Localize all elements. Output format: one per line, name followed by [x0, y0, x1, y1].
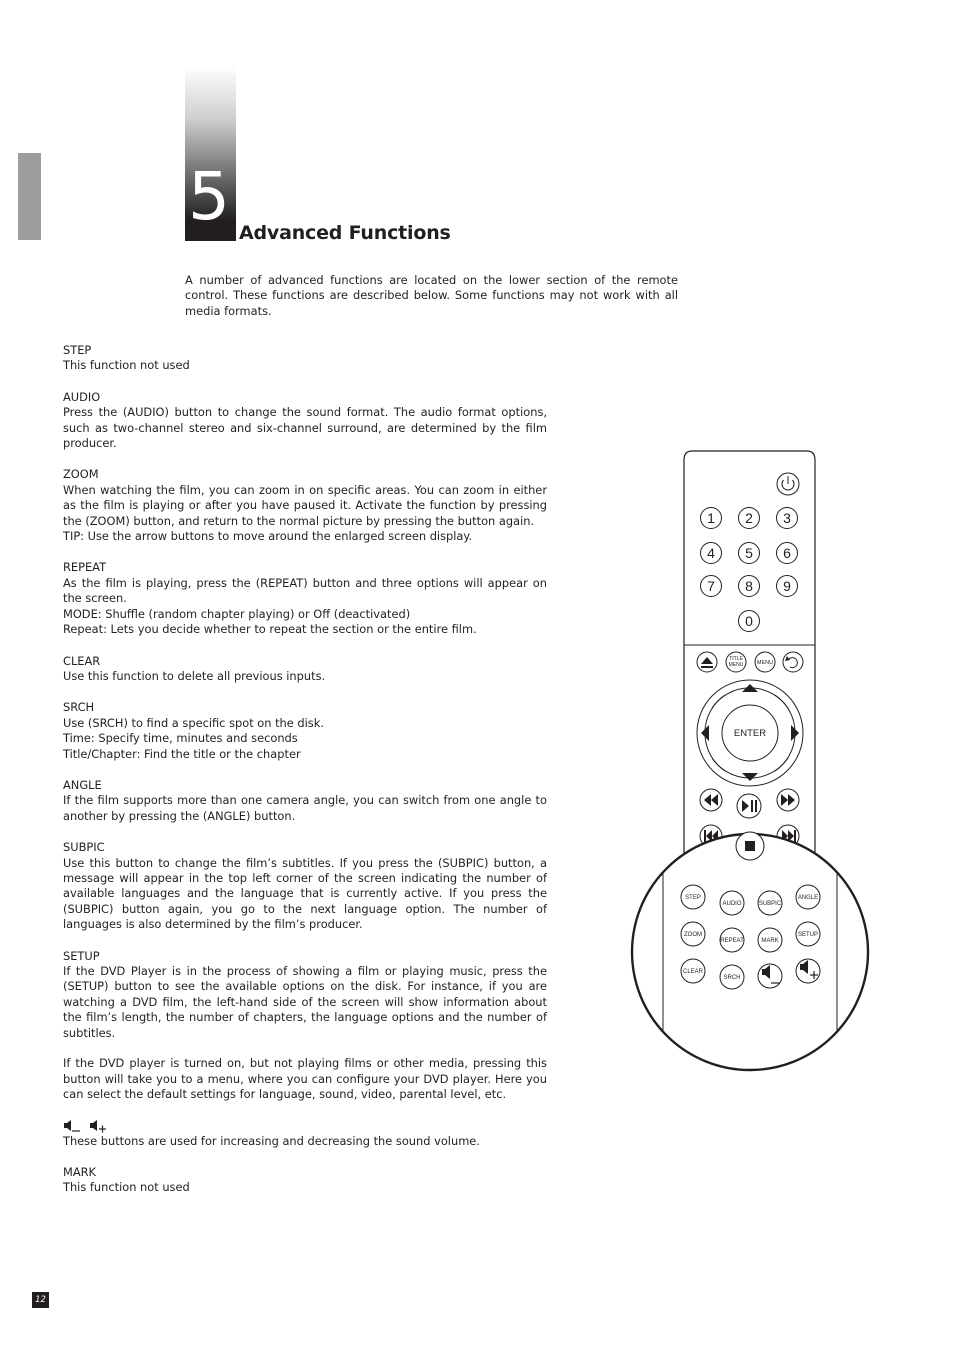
- section-setup: [63, 949, 547, 1103]
- section-heading: STEP: [63, 343, 92, 357]
- section-text: This function not used: [63, 358, 190, 373]
- function-descriptions: [63, 343, 547, 1212]
- volume-up-button: [796, 959, 820, 983]
- number-key-0: [739, 611, 760, 632]
- section-heading: REPEAT: [63, 560, 107, 575]
- volume-down-button: [758, 964, 782, 988]
- section-text: Time: Specify time, minutes and seconds: [63, 731, 298, 746]
- section-audio: [63, 390, 547, 452]
- function-key-label: SUBPIC: [758, 901, 782, 908]
- section-repeat: [63, 560, 547, 637]
- function-key-label: ANGLE: [797, 895, 819, 902]
- function-key-label: STEP: [685, 895, 701, 902]
- number-key-2: [739, 508, 760, 529]
- section-text: Title/Chapter: Find the title or the chapter: [63, 746, 301, 761]
- function-key-label: CLEAR: [682, 969, 704, 976]
- function-key-label: SETUP: [797, 932, 819, 939]
- stop-icon: [736, 832, 764, 860]
- number-key-3: [777, 508, 798, 529]
- setup-button: [796, 922, 820, 946]
- section-heading: ANGLE: [63, 777, 102, 792]
- section-heading: ZOOM: [63, 467, 99, 482]
- title-menu-button: [726, 652, 746, 672]
- power-icon: [777, 473, 799, 495]
- section-heading: SRCH: [63, 700, 95, 715]
- number-key-9: [777, 576, 798, 597]
- number-key-label: 0: [745, 613, 753, 629]
- section-text: Use this button to change the film’s subtitles. If you press the (SUBPIC) button, a message will appear in the top left corner of the screen indicating the number of available languages and the language that is currently active. If you press the (SUBPIC) button again, you go to the next language option. The number of languages is also determined by the film’s producer.: [63, 855, 547, 932]
- volume-up-icon: [89, 1119, 107, 1133]
- rewind-icon: [700, 789, 722, 811]
- title-menu-label-1: TITLE: [729, 656, 743, 662]
- section-heading: MARK: [63, 1165, 97, 1180]
- number-key-7: [701, 576, 722, 597]
- section-subpic: [63, 840, 547, 932]
- mark-button: [758, 928, 782, 952]
- number-key-label: 5: [745, 545, 753, 561]
- number-key-4: [701, 543, 722, 564]
- section-text: As the film is playing, press the (REPEAT) button and three options will appear on the screen.: [63, 575, 547, 606]
- section-step: [63, 343, 547, 374]
- clear-button: [681, 959, 705, 983]
- fast-forward-icon: [777, 789, 799, 811]
- function-key-label: REPEAT: [720, 938, 744, 945]
- menu-button: [755, 652, 775, 672]
- number-key-label: 6: [783, 545, 791, 561]
- angle-button: [796, 885, 820, 909]
- section-text: If the DVD player is turned on, but not playing films or other media, pressing this button will take you to a menu, where you can configure your DVD player. Here you can select the default settings for language, sound, video, parental level, etc.: [63, 1056, 547, 1102]
- number-key-label: 3: [783, 510, 791, 526]
- section-text: TIP: Use the arrow buttons to move around the enlarged screen display.: [63, 529, 473, 544]
- page-number: 12: [32, 1292, 49, 1308]
- navigation-pad: [697, 680, 803, 786]
- function-key-label: AUDIO: [722, 901, 742, 908]
- intro-text: A number of advanced functions are located on the lower section of the remote control. These functions are described below. Some functions may not work with all media formats.: [185, 273, 678, 318]
- remote-control-illustration: [628, 448, 872, 1073]
- play-pause-icon: [737, 794, 761, 818]
- section-text: These buttons are used for increasing and decreasing the sound volume.: [63, 1133, 480, 1148]
- section-heading: SUBPIC: [63, 840, 105, 855]
- zoom-button: [681, 922, 705, 946]
- number-key-label: 2: [745, 510, 753, 526]
- number-key-label: 7: [707, 578, 715, 594]
- number-key-label: 4: [707, 545, 715, 561]
- number-key-label: 8: [745, 578, 753, 594]
- side-tab-bar: [18, 153, 41, 240]
- srch-button: [720, 965, 744, 989]
- section-text: This function not used: [63, 1180, 190, 1195]
- section-text: If the film supports more than one camera angle, you can switch from one angle to another by pressing the (ANGLE) button.: [63, 793, 547, 823]
- section-volume: [63, 1119, 547, 1149]
- audio-button: [720, 891, 744, 915]
- repeat-button: [720, 928, 744, 952]
- section-text: [63, 1041, 547, 1056]
- section-text: When watching the film, you can zoom in on specific areas. You can zoom in either as the film is playing or after you have paused it. Activate the function by pressing the (ZOOM) button, and return to the normal picture by pressing the button again.: [63, 482, 547, 528]
- section-angle: [63, 778, 547, 824]
- number-key-5: [739, 543, 760, 564]
- function-key-label: SRCH: [723, 975, 741, 982]
- section-srch: [63, 700, 547, 762]
- number-key-label: 1: [707, 510, 715, 526]
- section-text: Use (SRCH) to find a specific spot on the disk.: [63, 715, 324, 730]
- section-text: MODE: Shuffle (random chapter playing) or Off (deactivated): [63, 606, 411, 621]
- section-heading: CLEAR: [63, 653, 101, 668]
- number-key-label: 9: [783, 578, 791, 594]
- section-text: Use this function to delete all previous inputs.: [63, 668, 326, 683]
- volume-heading: [63, 1119, 547, 1134]
- volume-down-icon: [63, 1119, 81, 1133]
- return-icon: [783, 652, 803, 672]
- function-key-label: MARK: [761, 938, 779, 945]
- step-button: [681, 885, 705, 909]
- number-key-8: [739, 576, 760, 597]
- section-text: Repeat: Lets you decide whether to repeat the section or the entire film.: [63, 622, 477, 637]
- eject-icon: [697, 652, 717, 672]
- section-heading: SETUP: [63, 948, 100, 963]
- subpic-button: [758, 891, 782, 915]
- enter-label: ENTER: [733, 728, 767, 739]
- menu-label: MENU: [756, 660, 774, 666]
- section-zoom: [63, 467, 547, 544]
- title-menu-label-2: MENU: [728, 662, 744, 668]
- section-text: If the DVD Player is in the process of showing a film or playing music, press the (SETUP) button to see the available options on the disk. For instance, if you are watching a DVD film, the left-hand side of the screen will show information about the film’s length, the number of chapters, the language options and the number of subtitles.: [63, 964, 547, 1040]
- number-key-6: [777, 543, 798, 564]
- section-mark: [63, 1165, 547, 1196]
- section-heading: AUDIO: [63, 389, 101, 404]
- section-text: Press the (AUDIO) button to change the sound format. The audio format options, such as two-channel stereo and six-channel surround, are determined by the film producer.: [63, 405, 547, 451]
- magnifier-circle: [632, 834, 868, 1070]
- chapter-title: Advanced Functions: [239, 222, 451, 244]
- number-key-1: [701, 508, 722, 529]
- section-clear: [63, 654, 547, 685]
- chapter-number: 5: [188, 158, 230, 235]
- function-key-label: ZOOM: [684, 932, 702, 939]
